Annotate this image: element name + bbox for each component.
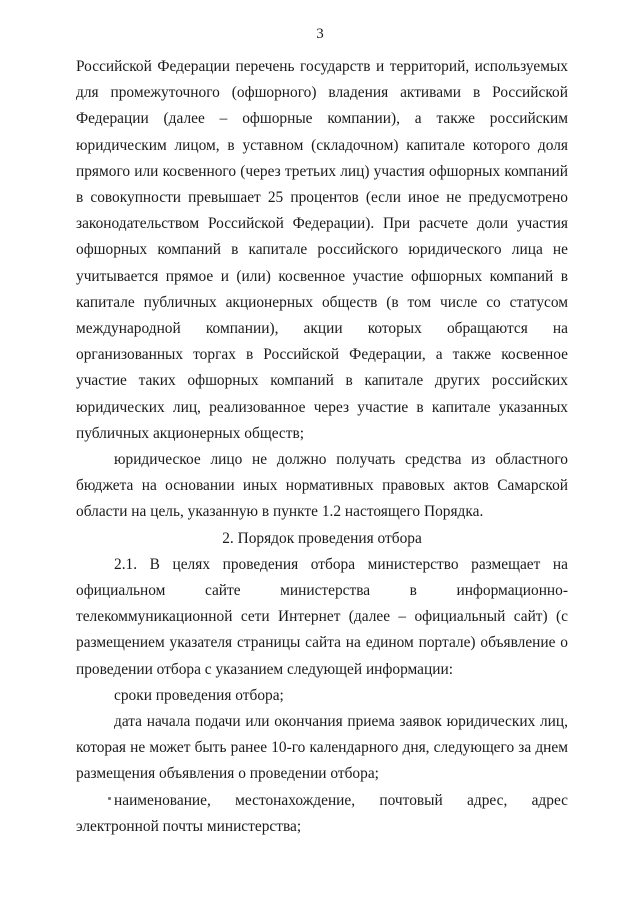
text-line: публичных акционерных обществ; — [76, 424, 305, 442]
text-line: прямого или косвенного (через третьих лиц) участия офшорных компаний — [76, 162, 568, 180]
text-line: офшорных компаний в капитале российского юридического лица не — [76, 241, 568, 259]
document-body — [76, 54, 568, 840]
text-line: капитале публичных акционерных обществ (в том числе со статусом — [76, 293, 568, 311]
text-line: размещения объявления о проведении отбора; — [76, 765, 379, 783]
text-line: размещением указателя страницы сайта на едином портале) объявление о — [76, 634, 568, 652]
paragraph-ministry-contacts — [76, 788, 568, 840]
paragraph-offshore-criteria — [76, 54, 568, 447]
text-line: сроки проведения отбора; — [114, 686, 284, 704]
text-line: области на цель, указанную в пункте 1.2 настоящего Порядка. — [76, 503, 484, 521]
scan-speck — [108, 797, 111, 800]
section-heading: 2. Порядок проведения отбора — [222, 529, 422, 547]
text-line: бюджета на основании иных нормативных правовых актов Самарской — [76, 477, 568, 495]
text-line: электронной почты министерства; — [76, 817, 302, 835]
text-line: организованных торгах в Российской Федерации, а также косвенное — [76, 346, 568, 364]
text-line: для промежуточного (офшорного) владения активами в Российской — [76, 84, 568, 102]
text-line: наименование, местонахождение, почтовый адрес, адрес — [114, 791, 568, 809]
text-line: дата начала подачи или окончания приема заявок юридических лиц, — [114, 713, 568, 731]
text-line: 2.1. В целях проведения отбора министерство размещает на — [114, 555, 568, 573]
text-line: законодательством Российской Федерации). При расчете доли участия — [76, 215, 568, 233]
text-line: юридическое лицо не должно получать средства из областного — [114, 451, 568, 469]
paragraph-selection-dates — [76, 683, 568, 709]
text-line: учитывается прямое и (или) косвенное участие офшорных компаний в — [76, 267, 568, 285]
text-line: юридических лиц, реализованное через участие в капитале указанных — [76, 398, 568, 416]
paragraph-2-1 — [76, 552, 568, 683]
paragraph-application-dates — [76, 709, 568, 788]
text-line: официальном сайте министерства в информационно- — [76, 582, 568, 600]
text-line: проведении отбора с указанием следующей информации: — [76, 660, 454, 678]
text-line: Федерации (далее – офшорные компании), а также российским — [76, 110, 568, 128]
text-line: в совокупности превышает 25 процентов (если иное не предусмотрено — [76, 189, 568, 207]
page-number: 3 — [316, 26, 324, 42]
paragraph-budget-funds — [76, 447, 568, 526]
text-line: Российской Федерации перечень государств и территорий, используемых — [76, 58, 568, 75]
text-line: которая не может быть ранее 10-го календарного дня, следующего за днем — [76, 739, 568, 757]
text-line: участие таких офшорных компаний в капитале других российских — [76, 372, 568, 390]
text-line: юридическим лицом, в уставном (складочном) капитале которого доля — [76, 136, 568, 154]
text-line: телекоммуникационной сети Интернет (далее – официальный сайт) (с — [76, 608, 568, 626]
text-line: международной компании), акции которых обращаются на — [76, 320, 568, 338]
